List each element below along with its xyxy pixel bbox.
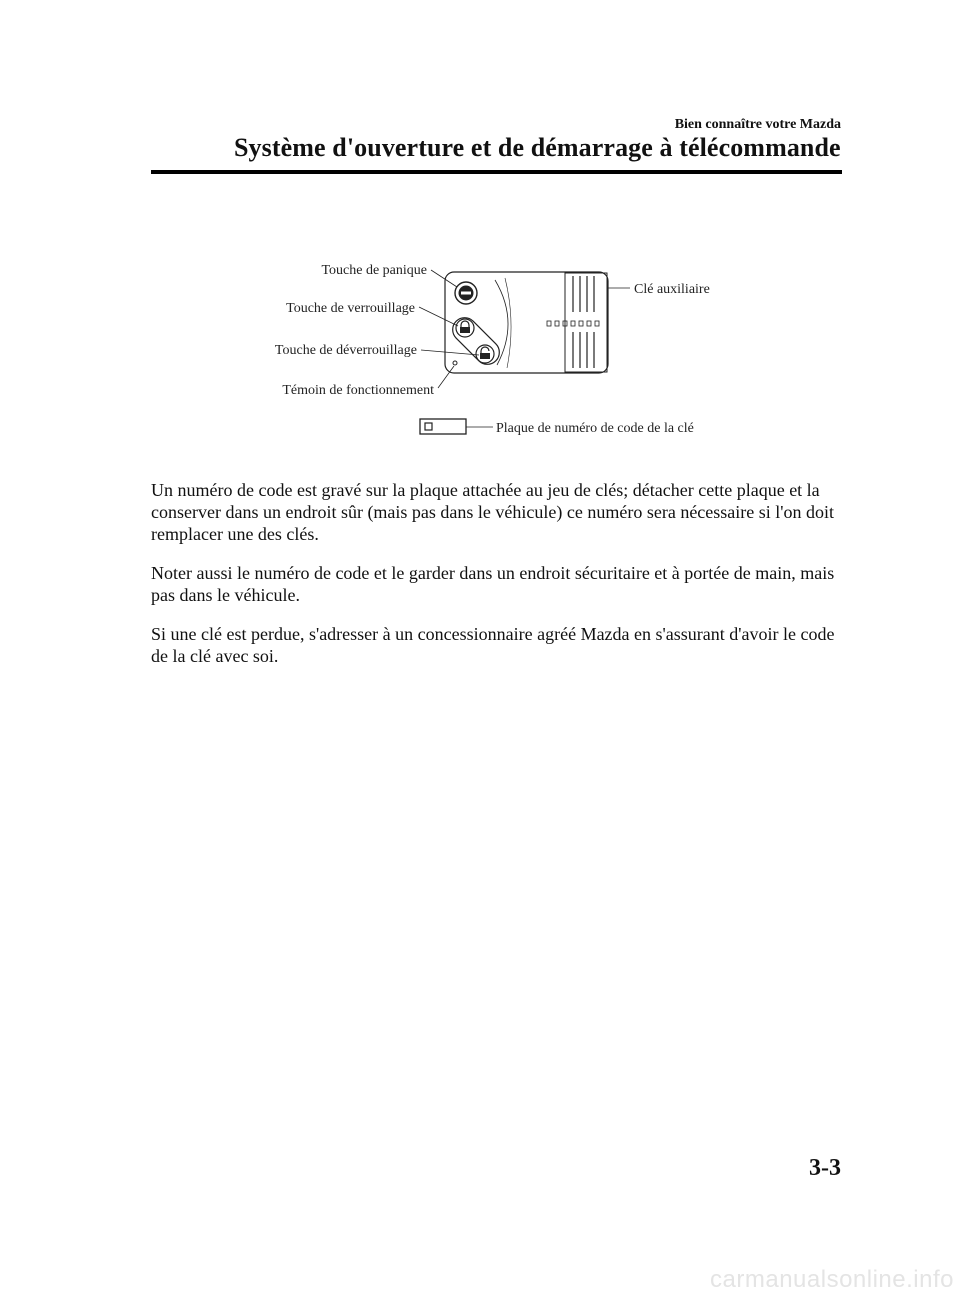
panic-button-label: Touche de panique	[321, 263, 427, 278]
lock-button-label: Touche de verrouillage	[286, 301, 415, 316]
paragraph-note-code: Noter aussi le numéro de code et le garder dans un endroit sécuritaire et à portée de main, mais pas dans le véhicule.	[151, 563, 835, 605]
unlock-button-icon	[476, 345, 494, 363]
page-number: 3-3	[809, 1155, 841, 1181]
page-title: Système d'ouverture et de démarrage à télécommande	[234, 133, 841, 162]
unlock-button-label: Touche de déverrouillage	[274, 343, 417, 358]
lock-button-icon	[456, 319, 474, 337]
paragraph-lost-key: Si une clé est perdue, s'adresser à un concessionnaire agréé Mazda en s'assurant d'avoir le code de la clé avec soi.	[151, 624, 835, 666]
indicator-light-label: Témoin de fonctionnement	[282, 383, 434, 398]
running-header-section: Bien connaître votre Mazda	[674, 117, 841, 132]
code-plate-label: Plaque de numéro de code de la clé	[496, 421, 694, 436]
key-fob-figure	[0, 0, 960, 460]
auxiliary-key-label: Clé auxiliaire	[634, 282, 710, 297]
site-watermark: carmanualsonline.info	[710, 1266, 954, 1293]
code-plate-icon	[420, 419, 466, 434]
panic-button-icon	[455, 282, 477, 304]
leader-lines	[419, 270, 630, 427]
paragraph-code-plate: Un numéro de code est gravé sur la plaque attachée au jeu de clés; détacher cette plaque et la conserver dans un endroit sûr (mais pas dans le véhicule) ce numéro sera nécessaire si l'on doit remplacer une des clés.	[151, 480, 835, 544]
indicator-light-icon	[453, 361, 457, 365]
